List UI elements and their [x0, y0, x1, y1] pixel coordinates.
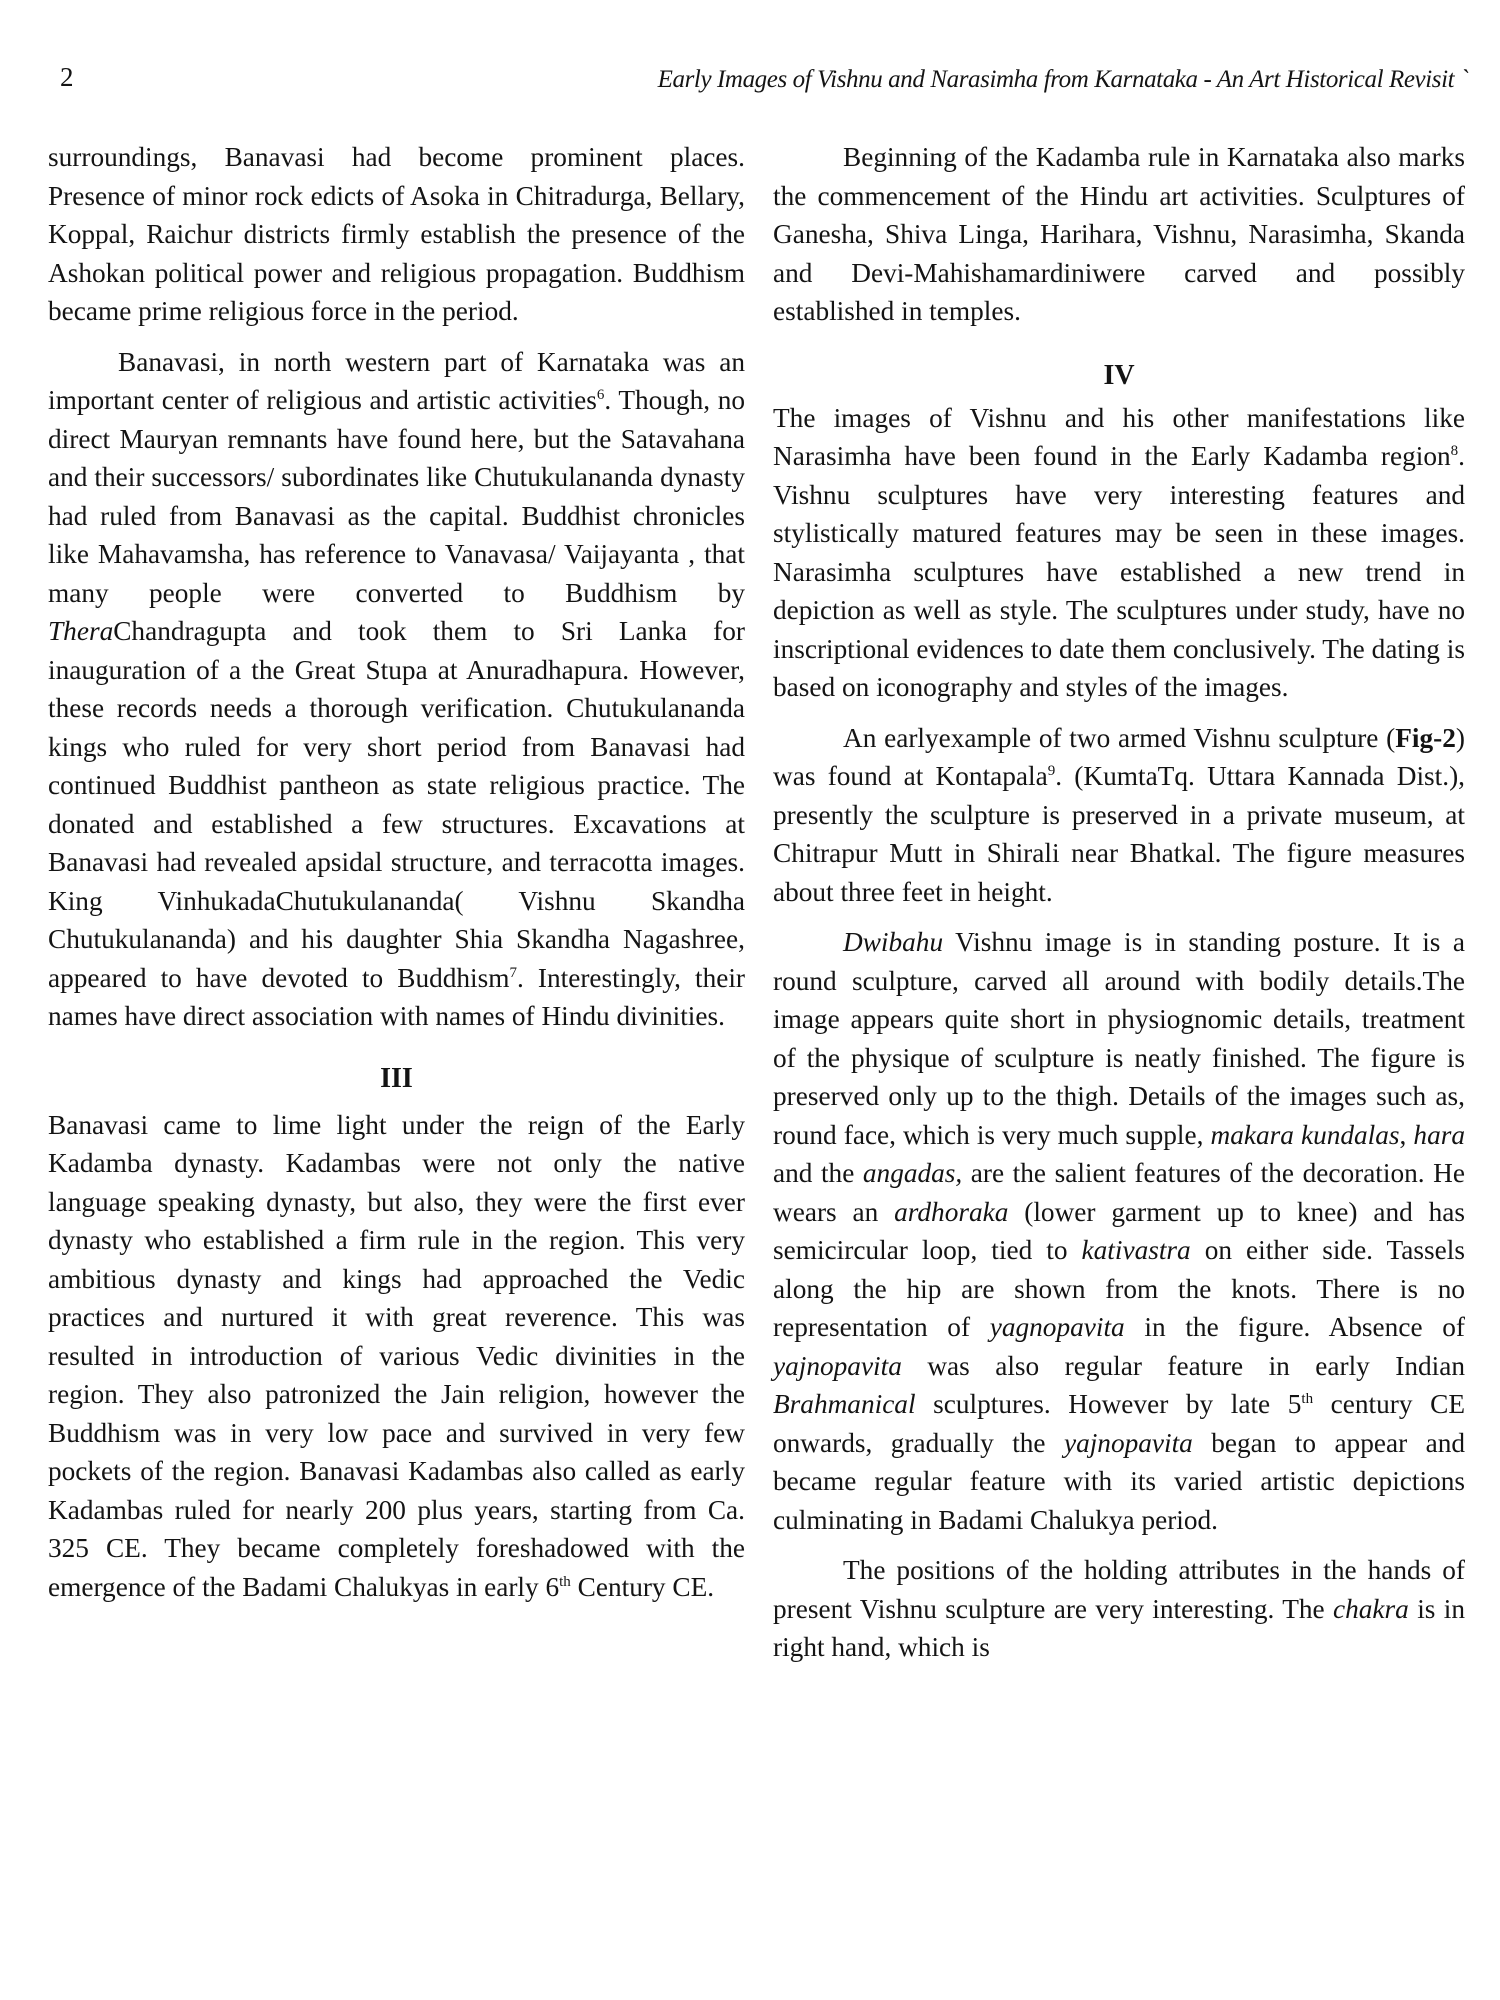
footnote-ref-6: 6: [596, 386, 605, 403]
left-column: [48, 138, 745, 1606]
paragraph-kontapala-example: An earlyexample of two armed Vishnu sculpture (Fig-2) was found at Kontapala$^9$. (KumtaTq. Uttara Kannada Dist.), presently the sculpture is preserved in a private museum, at Chitrapur Mutt in Shirali near Bhatkal. The figure measures about three feet in height.: [773, 722, 1465, 907]
paragraph-dwibahu-vishnu: Dwibahu Vishnu image is in standing posture. It is a round sculpture, carved all around with bodily details.The image appears quite short in physiognomic details, treatment of the physique of sculpture is neatly finished. The figure is preserved only up to the thigh. Details of the images such as, round face, which is very much supple, makara kundalas, hara and the angadas, are the salient features of the decoration. He wears an ardhoraka (lower garment up to knee) and has semicircular loop, tied to kativastra on either side. Tassels along the hip are shown from the knots. There is no representation of yagnopavita in the figure. Absence of yajnopavita was also regular feature in early Indian Brahmanical sculptures. However by late 5th century CE onwards, gradually the yajnopavita began to appear and became regular feature with its varied artistic depictions culminating in Badami Chalukya period.: [773, 927, 1465, 1535]
figure-reference: Fig-2: [1395, 722, 1456, 753]
paragraph-surroundings: surroundings, Banavasi had become prominent places. Presence of minor rock edicts of Asoka in Chitradurga, Bellary, Koppal, Raichur districts firmly establish the presence of the Ashokan political power and religious propagation. Buddhism became prime religious force in the period.: [48, 142, 745, 326]
section-heading-iii: III: [380, 1062, 413, 1094]
footnote-ref-9: 9: [1047, 762, 1056, 779]
section-heading-iv: IV: [1103, 359, 1135, 391]
footnote-ref-7: 7: [509, 964, 517, 981]
page-header: [0, 62, 1500, 102]
footnote-ref-8: 8: [1450, 442, 1459, 459]
right-column: [773, 138, 1465, 1667]
paragraph-banavasi-buddhism: Banavasi, in north western part of Karnataka was an important center of religious and artistic activities$^6$. Though, no direct Mauryan remnants have found here, but the Satavahana and their successors/ subordinates like Chutukulananda dynasty had ruled from Banavasi as the capital. Buddhist chronicles like Mahavamsha, has reference to Vanavasa/ Vaijayanta , that many people were converted to Buddhism by TheraChandragupta and took them to Sri Lanka for inauguration of a the Great Stupa at Anuradhapura. However, these records needs a thorough verification. Chutukulananda kings who ruled for very short period from Banavasi had continued Buddhist pantheon as state religious practice. The donated and established a few structures. Excavations at Banavasi had revealed apsidal structure, and terracotta images. King VinhukadaChutukulananda( Vishnu Skandha Chutukulananda) and his daughter Shia Skandha Nagashree, appeared to have devoted to Buddhism$^7$. Interestingly, their names have direct association with names of Hindu divinities.: [48, 346, 746, 1031]
paragraph-vishnu-images: The images of Vishnu and his other manifestations like Narasimha have been found in the Early Kadamba region$^8$. Vishnu sculptures have very interesting features and stylistically matured features may be seen in these images. Narasimha sculptures have established a new trend in depiction as well as style. The sculptures under study, have no inscriptional evidences to date them conclusively. The dating is based on iconography and styles of the images.: [773, 402, 1465, 702]
paragraph-kadamba-art: Beginning of the Kadamba rule in Karnataka also marks the commencement of the Hindu art activities. Sculptures of Ganesha, Shiva Linga, Harihara, Vishnu, Narasimha, Skanda and Devi-Mahishamardiniwere carved and possibly established in temples.: [773, 142, 1465, 326]
running-title: Early Images of Vishnu and Narasimha from Karnataka - An Art Historical Revisit `: [657, 66, 1468, 93]
page-number: 2: [60, 62, 74, 92]
paragraph-early-kadamba: Banavasi came to lime light under the reign of the Early Kadamba dynasty. Kadambas were not only the native language speaking dynasty, but also, they were the first ever dynasty who established a firm rule in the region. This very ambitious dynasty and kings had approached the Vedic practices and nurtured it with great reverence. This was resulted in introduction of various Vedic divinities in the region. They also patronized the Jain religion, however the Buddhism was in very low pace and survived in very few pockets of the region. Banavasi Kadambas also called as early Kadambas ruled for nearly 200 plus years, starting from Ca. 325 CE. They became completely foreshadowed with the emergence of the Badami Chalukyas in early 6th Century CE.: [48, 1109, 745, 1602]
paragraph-holding-attributes: The positions of the holding attributes in the hands of present Vishnu sculpture are very interesting. The chakra is in right hand, which is: [773, 1555, 1466, 1662]
